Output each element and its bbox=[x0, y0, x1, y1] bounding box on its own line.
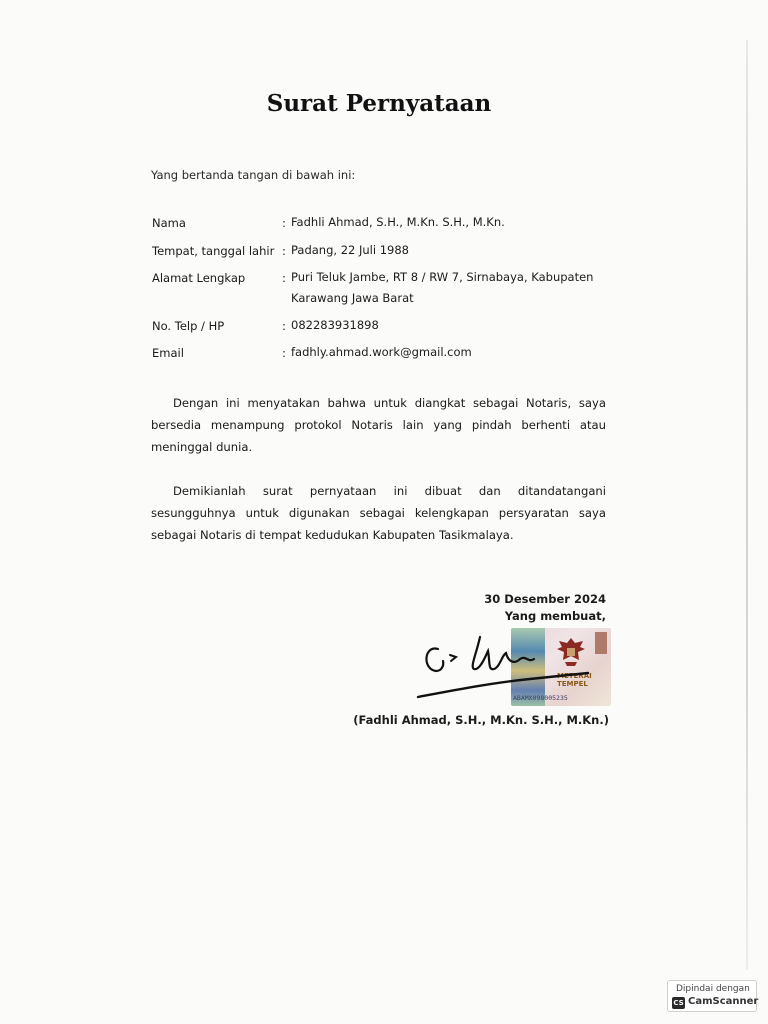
document-title: Surat Pernyataan bbox=[266, 90, 492, 117]
signer-name: (Fadhli Ahmad, S.H., M.Kn. S.H., M.Kn.) bbox=[353, 713, 609, 727]
field-value: Fadhli Ahmad, S.H., M.Kn. S.H., M.Kn. bbox=[291, 215, 505, 229]
field-label: Email bbox=[152, 346, 184, 360]
field-label: Alamat Lengkap bbox=[152, 271, 246, 285]
statement-paragraph bbox=[151, 392, 606, 458]
camscanner-badge bbox=[667, 980, 757, 1012]
field-colon: : bbox=[282, 271, 286, 285]
field-colon: : bbox=[282, 244, 286, 258]
field-value: Padang, 22 Juli 1988 bbox=[291, 243, 409, 257]
field-label: Nama bbox=[152, 216, 186, 230]
field-label: Tempat, tanggal lahir bbox=[152, 244, 275, 258]
intro-text: Yang bertanda tangan di bawah ini: bbox=[151, 168, 356, 182]
field-colon: : bbox=[282, 346, 286, 360]
closing-paragraph bbox=[151, 480, 606, 546]
field-value: Puri Teluk Jambe, RT 8 / RW 7, Sirnabaya, Kabupaten Karawang Jawa Barat bbox=[291, 270, 594, 305]
handwritten-signature bbox=[410, 625, 610, 705]
made-by-label: Yang membuat, bbox=[504, 609, 606, 623]
letter-date: 30 Desember 2024 bbox=[484, 592, 606, 606]
page-edge-shadow bbox=[746, 40, 748, 970]
badge-brand: CamScanner bbox=[688, 996, 759, 1007]
paragraph-text: Dengan ini menyatakan bahwa untuk diangkat sebagai Notaris, saya bersedia menampung protokol Notaris lain yang pindah berhenti atau meninggal dunia. bbox=[151, 396, 606, 454]
paragraph-text: Demikianlah surat pernyataan ini dibuat dan ditandatangani sesungguhnya untuk digunakan sebagai kelengkapan persyaratan saya sebagai Notaris di tempat kedudukan Kabupaten Tasikmalaya. bbox=[151, 484, 606, 542]
stamp-label-meterai: METERAI bbox=[557, 672, 592, 680]
field-colon: : bbox=[282, 216, 286, 230]
stamp-label-tempel: TEMPEL bbox=[557, 680, 588, 688]
field-colon: : bbox=[282, 319, 286, 333]
field-label: No. Telp / HP bbox=[152, 319, 225, 333]
badge-caption: Dipindai dengan bbox=[676, 984, 750, 994]
field-value: fadhly.ahmad.work@gmail.com bbox=[291, 345, 472, 359]
stamp-serial: ABAMX098005235 bbox=[513, 694, 568, 702]
camscanner-logo-icon: CS bbox=[673, 999, 684, 1007]
field-value: 082283931898 bbox=[291, 318, 379, 332]
